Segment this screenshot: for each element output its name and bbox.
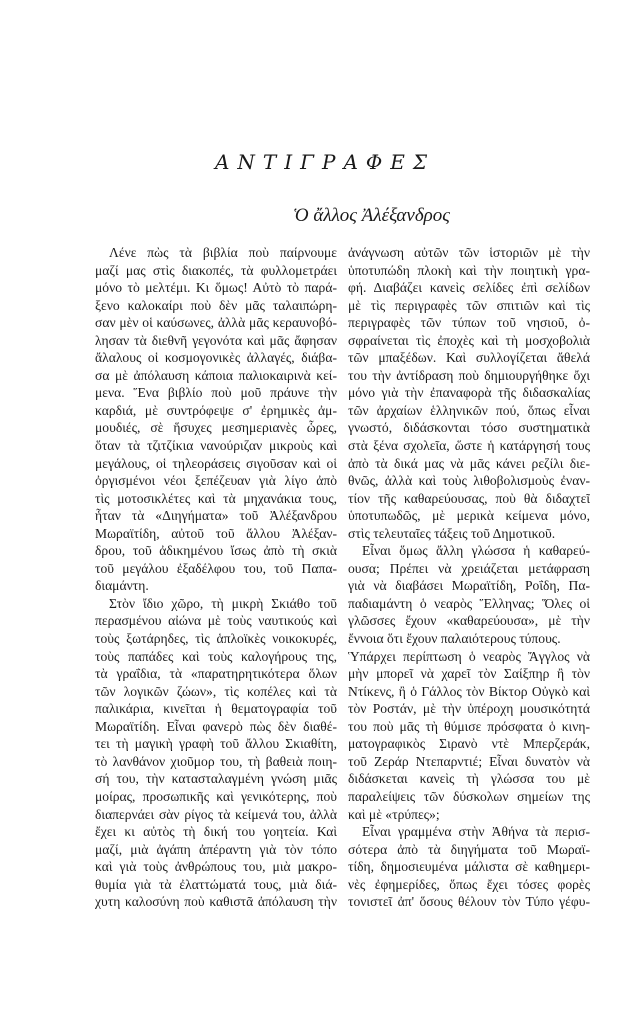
- right-column-line: Ὑπάρχει περίπτωση ὁ νεαρὸς Ἄγγλος νὰ: [348, 648, 590, 664]
- right-column-line: τῶν μπαξέδων. Καὶ συλλογίζεται ἄθελά: [348, 350, 590, 366]
- left-column-line: τοὺς ξωτάρηδες, τὶς ἁπλοϊκὲς νοικοκυρές,: [95, 631, 337, 647]
- left-column-line: τοὺς παπάδες καὶ τοὺς καλογήρους της,: [95, 648, 337, 664]
- left-column-line: σα μὲ ἀπόλαυση κάποια παλιοκαιρινὰ κεί-: [95, 367, 337, 383]
- right-column-line: ἀνάγνωση αὐτῶν τῶν ἱστοριῶν μὲ τὴν: [348, 245, 590, 260]
- right-column-line: γνωστό, διδάσκονται τόσο συστηματικὰ: [348, 420, 590, 436]
- right-column-line: στὶς τελευταῖες τάξεις τοῦ Δημοτικοῦ.: [348, 525, 556, 541]
- right-column: [348, 244, 590, 911]
- left-column-line: τὸ λανθάνον χιοῦμορ του, τὴ βαθειὰ ποιη-: [95, 753, 337, 769]
- right-column-line: τοῦ Ζεράρ Ντεπαρντιέ; Εἶναι δυνατὸν νὰ: [348, 753, 590, 769]
- right-column-line: ὑποτυπώδη πλοκὴ καὶ τὴν ποιητικὴ γρα-: [348, 262, 590, 278]
- left-column-line: καὶ γιὰ τοὺς ἀνθρώπους του, μιὰ μακρο-: [95, 859, 337, 875]
- right-column-line: ματογραφικὸς Σιρανὸ ντὲ Μπερζεράκ,: [348, 736, 590, 752]
- right-column-line: σφραίνεται τὶς ἐποχὲς καὶ τὴ μοσχοβολιὰ: [348, 332, 590, 348]
- right-column-line: μὲ τὶς περιγραφὲς τῶν σπιτιῶν καὶ τὶς: [348, 297, 590, 313]
- left-column-line: τὰ γραΐδια, τὰ «παρατηρητικότερα ὅλων: [95, 666, 337, 682]
- left-column-line: Λένε πὼς τὰ βιβλία ποὺ παίρνουμε: [109, 245, 337, 260]
- left-column-line: ὀργισμένοι νέοι ξεπέζευαν γιὰ λίγο ἀπὸ: [95, 473, 337, 489]
- right-column-line: ὑποτυπωδῶς, μὲ μερικὰ κείμενα μόνο,: [348, 508, 590, 524]
- right-column-line: τίον τῆς καθαρεύουσας, ποὺ θὰ διδαχτεῖ: [348, 490, 590, 506]
- right-column-line: ἔννοια ὅτι ἔχουν παλαιότερους τύπους.: [348, 631, 561, 647]
- right-column-line: στὰ ξένα σχολεῖα, ὥστε ἡ κατάργησή τους: [348, 438, 590, 454]
- left-column-line: σή του, τὴν κατασταλαγμένη γνώση μιᾶς: [95, 771, 337, 787]
- left-column-line: ξενο καλοκαίρι ποὺ δὲν μᾶς ταλαιπώρη-: [95, 297, 337, 313]
- right-column-line: παραλείψεις τῶν δύσκολων σημείων της: [348, 788, 590, 804]
- section-title: ΑΝΤΙΓΡΑΦΕΣ: [214, 150, 436, 174]
- left-column-line: μαζί μας στὶς διακοπές, τὰ φυλλομετράει: [95, 262, 337, 278]
- left-column-line: λησαν τὰ διεθνῆ γεγονότα καὶ μᾶς ἄφησαν: [95, 332, 337, 348]
- right-column-line: σότερα ἀπὸ τὰ διηγήματα τοῦ Μωραϊ-: [348, 841, 590, 857]
- left-column-line: περασμένου αἰώνα μὲ τοὺς ναυτικούς καὶ: [95, 613, 337, 629]
- left-column-line: τοῦ μεγάλου ἐξαδέλφου του, τοῦ Παπα-: [95, 560, 337, 576]
- right-column-line: περιγραφὲς τῶν τύπων τοῦ νησιοῦ, ὀ-: [348, 315, 590, 331]
- left-column-line: μόνο τὸ μελτέμι. Κι ὅμως! Αὐτὸ τὸ παρά-: [95, 280, 337, 296]
- right-column-line: νὲς ἐφημερίδες, ὅπως ἔχει τόσες φορὲς: [348, 876, 590, 892]
- left-column-line: Μωραϊτίδη. Εἶναι φανερὸ πὼς δὲν διαθέ-: [95, 718, 337, 734]
- left-column-line: διαμάντη.: [95, 578, 149, 594]
- right-column-line: γιὰ νὰ διαβάσει Μωραϊτίδη, Ροΐδη, Πα-: [348, 578, 590, 594]
- right-column-line: μόνο γιὰ τὴν ἐπαναφορὰ τῆς διδασκαλίας: [348, 385, 590, 401]
- left-column-line: μουδιές, σὲ ἥσυχες μεσημεριανὲς ὧρες,: [95, 420, 337, 436]
- right-column-line: ἀπὸ τὰ δικά μας νὰ μᾶς κάνει ρεζίλι διε-: [348, 455, 590, 471]
- left-column-line: καρδιά, μὲ συντρόφεψε σ' ἐρημικὲς ἀμ-: [95, 402, 337, 418]
- left-column: [95, 244, 337, 911]
- right-column-line: του τὴν ἀντίδραση ποὺ δημιουργήθηκε ὄχι: [348, 367, 590, 383]
- right-column-line: του ποὺ μᾶς τὴ θύμισε πρόσφατα ὁ κινη-: [348, 718, 590, 734]
- right-column-line: Ντίκενς, ἢ ὁ Γάλλος τὸν Βίκτορ Οὐγκὸ καὶ: [348, 683, 590, 699]
- right-column-line: παδιαμάντη ὁ νεαρὸς Ἕλληνας; Ὅλες οἱ: [348, 595, 590, 611]
- left-column-line: μενα. Ἕνα βιβλίο ποὺ μοῦ πράυνε τὴν: [95, 385, 337, 401]
- article-title: Ὁ ἄλλος Ἀλέξανδρος: [293, 205, 450, 226]
- left-column-line: ὅταν τὰ τζιτζίκια νανούριζαν μικροὺς καὶ: [95, 438, 337, 454]
- left-column-line: ἄλαλους οἱ κοσμογονικὲς ἀλλαγές, διάβα-: [95, 350, 337, 366]
- left-column-line: χυτη καλοσύνη ποὺ καθιστᾶ ἀπόλαυση τὴν: [95, 894, 337, 910]
- left-column-line: ἦταν τὰ «Διηγήματα» τοῦ Ἀλέξανδρου: [95, 508, 337, 524]
- left-column-line: σαν μὲν οἱ καύσωνες, ἀλλὰ μᾶς κεραυνοβό-: [95, 315, 337, 331]
- left-column-line: θυμία γιὰ τὰ ἐλαττώματά τους, μιὰ διά-: [95, 876, 337, 892]
- left-column-line: ἔχει κι αὐτὸς τὴ δική του γοητεία. Καὶ: [95, 824, 337, 840]
- left-column-line: διαπερνάει σὰν ρίγος τὰ κείμενά του, ἀλλὰ: [95, 806, 337, 822]
- right-column-line: ουσα; Πρέπει νὰ χρειάζεται μετάφραση: [348, 560, 590, 576]
- right-column-line: τῶν ἀρχαίων ἑλληνικῶν πού, ὅπως εἶναι: [348, 402, 590, 418]
- left-column-line: δρου, τοῦ ἀδικημένου ἴσως ἀπὸ τὴ σκιὰ: [95, 543, 337, 559]
- right-column-line: θνῶς, ἀλλὰ καὶ τοὺς λιθοβολισμοὺς ἐναν-: [348, 473, 590, 489]
- right-column-line: μὴν μπορεῖ νὰ χαρεῖ τὸν Σαίξπηρ ἢ τὸν: [348, 666, 590, 682]
- right-column-line: τίδη, δημοσιευμένα μάλιστα σὲ καθημερι-: [348, 859, 590, 875]
- left-column-line: Μωραϊτίδη, αὐτοῦ τοῦ ἄλλου Ἀλέξαν-: [95, 525, 337, 541]
- left-column-line: μαζί, μιὰ ἀγάπη ἀπέραντη γιὰ τὸν τόπο: [95, 841, 337, 857]
- right-column-line: Εἶναι ὅμως ἄλλη γλώσσα ἡ καθαρεύ-: [362, 543, 590, 559]
- right-column-line: Εἶναι γραμμένα στὴν Ἀθήνα τὰ περισ-: [362, 824, 590, 840]
- left-column-line: παλικάρια, κινεῖται ἡ θεματογραφία τοῦ: [95, 701, 337, 717]
- right-column-line: καὶ μὲ «τρύπες»;: [348, 806, 440, 822]
- right-column-line: τὸν Ροστάν, μὲ τὴν ὑπέροχη μουσικότητά: [348, 701, 590, 717]
- left-column-line: τῶν λογικῶν ζώων», τὶς κοπέλες καὶ τὰ: [95, 683, 337, 699]
- left-column-line: μοίρας, προσωπικῆς καὶ γενικότερης, ποὺ: [95, 788, 337, 804]
- right-column-line: φή. Διαβάζει κανεὶς σελίδες ἐπὶ σελίδων: [348, 280, 590, 296]
- right-column-line: τονιστεῖ ἀπ' ὅσους θέλουν τὸν Τύπο γέφυ-: [348, 894, 590, 910]
- left-column-line: Στὸν ἴδιο χῶρο, τὴ μικρὴ Σκιάθο τοῦ: [109, 595, 337, 611]
- left-column-line: μεγάλους, οἱ τηλεοράσεις σιγοῦσαν καὶ οἱ: [95, 455, 337, 471]
- right-column-line: γλῶσσες ἔχουν «καθαρεύουσα», μὲ τὴν: [348, 613, 590, 629]
- left-column-line: τὶς μοτοσικλέτες καὶ τὰ μηχανάκια τους,: [95, 490, 337, 506]
- right-column-line: διδάσκεται κανεὶς τὴ γλώσσα του μὲ: [348, 771, 590, 787]
- left-column-line: τει τὴ μαγικὴ γραφὴ τοῦ ἄλλου Σκιαθίτη,: [95, 736, 337, 752]
